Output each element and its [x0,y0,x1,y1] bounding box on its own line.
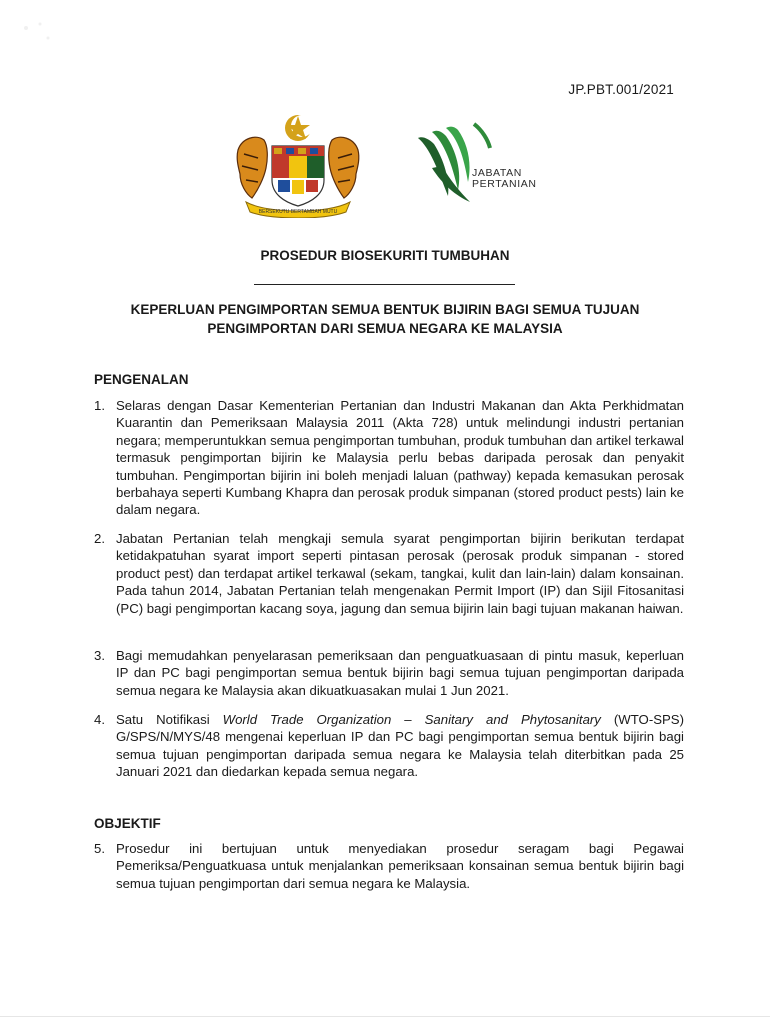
paragraph-1 [94,397,684,519]
document-subject [100,300,670,338]
paragraph-text-start: Satu Notifikasi [116,712,223,727]
paragraph-text: Prosedur ini bertujuan untuk menyediakan prosedur seragam bagi Pegawai Pemeriksa/Penguatkuasa untuk menjalankan pemeriksaan konsainan semua bentuk bijirin bagi semua tujuan pengimportan dari semua negara ke Malaysia. [116,841,684,891]
paragraph-text: Jabatan Pertanian telah mengkaji semula syarat pengimportan bijirin berikutan terdapat ketidakpatuhan syarat import seperti pintasan perosak (perosak produk simpanan - stored product pest) dan terdapat artikel terkawal (sekam, tangkai, kulit dan lain-lain) dalam konsainan. Pada tahun 2014, Jabatan Pertanian telah mengenakan Permit Import (IP) dan Sijil Fitosanitasi (PC) bagi pengimportan kacang soya, jagung dan semua bijirin lain bagi tujuan makanan haiwan. [116,531,684,616]
subject-line-1: KEPERLUAN PENGIMPORTAN SEMUA BENTUK BIJIRIN BAGI SEMUA TUJUAN [130,302,640,317]
paragraph-text: Selaras dengan Dasar Kementerian Pertanian dan Industri Makanan dan Akta Perkhidmatan Kuarantin dan Pemeriksaan Malaysia 2011 (Akta 728) untuk melindungi industri pertanian negara; memperuntukkan semua pengimportan tumbuhan, produk tumbuhan dan artikel terkawal termasuk pengimportan bijirin ke Malaysia perlu bebas daripada perosak dan penyakit tumbuhan. Pengimportan bijirin ini boleh menjadi laluan (pathway) kepada kemasukan perosak berbahaya seperti Kumbang Khapra dan perosak produk simpanan (stored product pests) lain ke dalam negara. [116,398,684,518]
paragraph-number: 5. [94,841,105,856]
department-name [472,168,537,190]
paragraph-number: 2. [94,531,105,546]
scan-artifact [18,18,58,58]
paragraph-5 [94,840,684,892]
department-name-line1: JABATAN [472,167,522,179]
paragraph-number: 4. [94,712,105,727]
paragraph-text: Bagi memudahkan penyelarasan pemeriksaan dan penguatkuasaan di pintu masuk, keperluan IP dan PC bagi pengimportan semua bentuk bijirin bagi semua tujuan pengimportan daripada semua negara ke Malaysia akan dikuatkuasakan mulai 1 Jun 2021. [116,648,684,698]
section-heading-objektif: OBJEKTIF [94,816,161,831]
paragraph-text [116,711,684,781]
paragraph-text-end: (WTO-SPS) G/SPS/N/MYS/48 mengenai keperluan IP dan PC bagi pengimportan semua bentuk bijirin bagi semua tujuan pengimportan daripada semua negara ke Malaysia telah diterbitkan pada 25 Januari 2021 dan diedarkan kepada semua negara. [116,712,684,780]
header-logos [228,110,568,220]
document-title: PROSEDUR BIOSEKURITI TUMBUHAN [260,248,510,263]
department-name-line2: PERTANIAN [472,178,537,190]
reference-number: JP.PBT.001/2021 [568,82,674,97]
paragraph-text-italic: World Trade Organization – Sanitary and Phytosanitary [222,712,601,727]
coat-of-arms-logo [228,110,368,218]
paragraph-number: 1. [94,398,105,413]
page-bottom-edge [0,1016,770,1017]
paragraph-4 [94,711,684,781]
title-underline [254,284,515,285]
section-heading-pengenalan: PENGENALAN [94,372,189,387]
paragraph-2 [94,530,684,617]
paragraph-number: 3. [94,648,105,663]
paragraph-3 [94,647,684,699]
crest-motto-text: BERSEKUTU BERTAMBAH MUTU [258,209,338,215]
subject-line-2: PENGIMPORTAN DARI SEMUA NEGARA KE MALAYSIA [207,321,563,336]
jabatan-pertanian-logo [412,118,572,214]
